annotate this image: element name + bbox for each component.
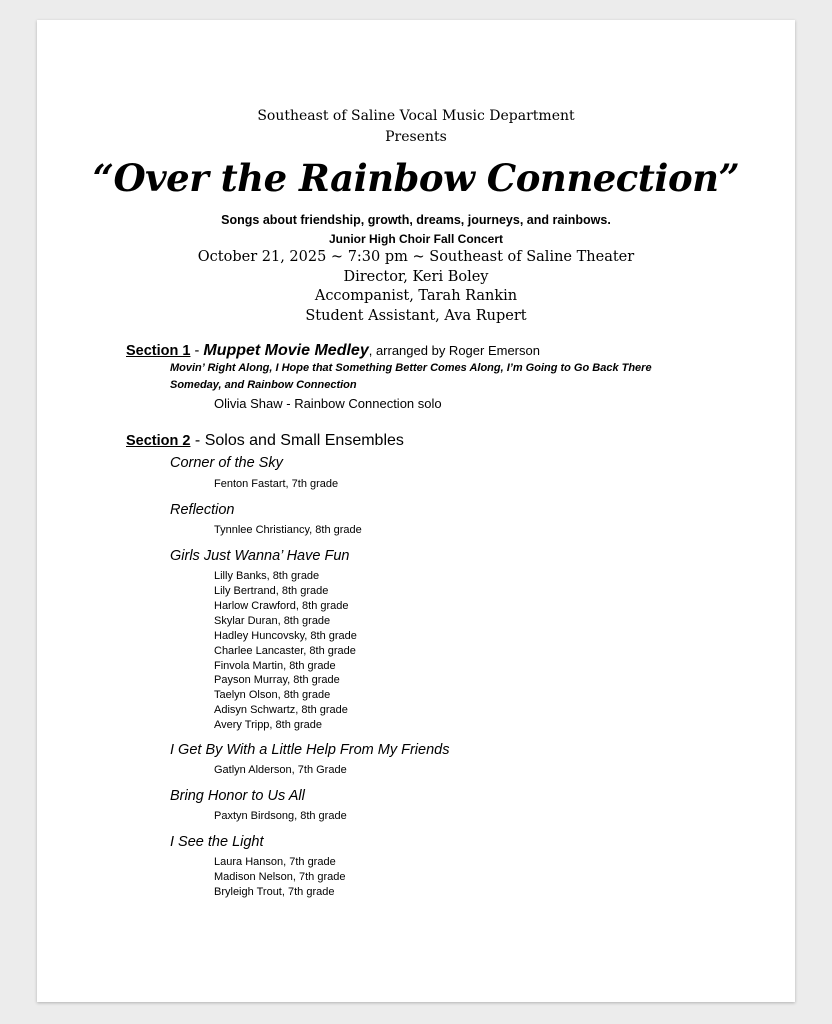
section-2-heading [126,432,404,450]
soloist-line: Olivia Shaw - Rainbow Connection solo [214,396,442,411]
concert-subtitle: Songs about friendship, growth, dreams, journeys, and rainbows. [221,213,611,227]
medley-arranger: , arranged by Roger Emerson [368,343,540,358]
department-line: Southeast of Saline Vocal Music Department [257,108,575,124]
performer: Finvola Martin, 8th grade [214,660,336,672]
song-title: Reflection [170,502,235,518]
medley-songs-line-1: Movin’ Right Along, I Hope that Something Better Comes Along, I’m Going to Go Back There [170,362,652,374]
medley-songs-line-2 [170,379,357,391]
performer: Bryleigh Trout, 7th grade [214,886,335,898]
performer: Harlow Crawford, 8th grade [214,600,349,612]
performer: Madison Nelson, 7th grade [214,871,346,883]
song-title: Girls Just Wanna’ Have Fun [170,548,350,564]
performer: Fenton Fastart, 7th grade [214,478,339,490]
performer: Lilly Banks, 8th grade [214,570,320,582]
section-2-dash: - [190,432,205,449]
song-title: I Get By With a Little Help From My Friends [170,742,450,758]
section-2-title: Solos and Small Ensembles [204,432,404,449]
concert-name: Junior High Choir Fall Concert [328,232,503,246]
performer: Laura Hanson, 7th grade [214,856,336,868]
assistant-line: Student Assistant, Ava Rupert [305,308,527,324]
medley-songs-line-2b: and Rainbow Connection [221,379,357,391]
director-line: Director, Keri Boley [343,269,489,285]
performer: Avery Tripp, 8th grade [214,719,323,731]
medley-title: Muppet Movie Medley [203,342,369,359]
performer: Skylar Duran, 8th grade [214,615,331,627]
performer: Taelyn Olson, 8th grade [214,689,331,701]
song-title: Bring Honor to Us All [170,788,305,804]
section-1-heading [126,342,540,360]
concert-title: “Over the Rainbow Connection” [92,156,740,200]
performer: Adisyn Schwartz, 8th grade [214,704,348,716]
performer: Hadley Huncovsky, 8th grade [214,630,357,642]
performer: Charlee Lancaster, 8th grade [214,645,356,657]
section-1-dash: - [190,343,204,359]
performer: Paxtyn Birdsong, 8th grade [214,810,347,822]
program-page [37,20,795,1002]
song-title: Corner of the Sky [170,455,283,471]
performer: Gatlyn Alderson, 7th Grade [214,764,347,776]
presents-line: Presents [385,129,447,145]
accompanist-line: Accompanist, Tarah Rankin [314,288,518,304]
date-venue: October 21, 2025 ~ 7:30 pm ~ Southeast of Saline Theater [197,249,635,265]
performer: Tynnlee Christiancy, 8th grade [214,524,362,536]
performer: Payson Murray, 8th grade [214,674,340,686]
section-2-label: Section 2 [126,433,191,449]
medley-songs-line-2a: Someday, [170,379,222,391]
performer: Lily Bertrand, 8th grade [214,585,329,597]
song-title: I See the Light [170,834,264,850]
section-1-label: Section 1 [126,343,191,359]
